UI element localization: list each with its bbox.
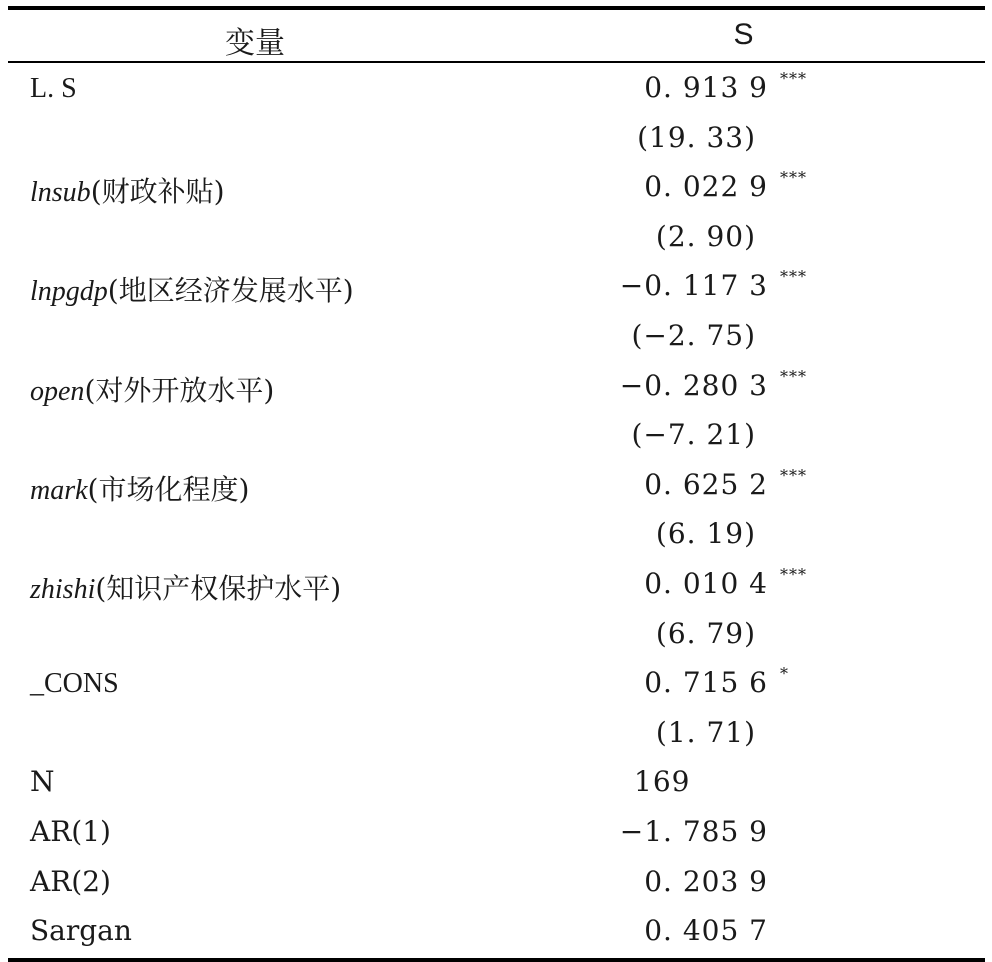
significance-stars: * (780, 664, 789, 684)
stat-row-sargan (8, 906, 985, 956)
table-row (8, 708, 985, 758)
significance-stars: *** (780, 168, 807, 188)
significance-stars: *** (780, 564, 807, 584)
significance-stars: *** (780, 69, 807, 88)
stat-label: Sargan (30, 914, 132, 948)
table-row (8, 63, 985, 113)
stat-label: AR(2) (30, 864, 111, 898)
stat-value: 169 (634, 765, 691, 799)
t-statistic: (6. 79) (655, 616, 756, 650)
table-row (8, 609, 985, 659)
table-row (8, 261, 985, 311)
t-statistic: (1. 71) (655, 715, 756, 749)
regression-table (8, 6, 985, 962)
coefficient: −0. 280 3 (619, 368, 768, 402)
stat-row-ar1 (8, 807, 985, 857)
significance-stars: *** (780, 267, 807, 287)
stat-label: AR(1) (30, 814, 111, 848)
table-row (8, 658, 985, 708)
variable-label: L. S (30, 73, 77, 104)
stat-value: 0. 405 7 (644, 914, 768, 948)
coefficient: −0. 117 3 (619, 269, 768, 303)
table-row (8, 361, 985, 411)
stat-row-n (8, 757, 985, 807)
table-row (8, 311, 985, 361)
table-row (8, 162, 985, 212)
stat-label: N (30, 765, 55, 799)
table-row (8, 212, 985, 262)
t-statistic: (−7. 21) (631, 418, 756, 452)
table-row (8, 559, 985, 609)
variable-label: mark(市场化程度) (30, 472, 250, 506)
significance-stars: *** (780, 465, 807, 485)
table-header (8, 10, 985, 61)
coefficient: 0. 625 2 (644, 467, 768, 501)
table-row (8, 113, 985, 163)
coefficient: 0. 913 9 (644, 71, 768, 104)
header-variable: 变量 (225, 26, 285, 61)
coefficient: 0. 022 9 (644, 170, 768, 204)
t-statistic: (19. 33) (637, 120, 756, 154)
header-model: S (733, 18, 754, 51)
variable-label: _CONS (30, 668, 119, 700)
t-statistic: (2. 90) (655, 219, 756, 253)
variable-label: open(对外开放水平) (30, 373, 275, 407)
stat-value: 0. 203 9 (644, 864, 768, 898)
stat-value: −1. 785 9 (619, 814, 768, 848)
coefficient: 0. 010 4 (644, 566, 768, 600)
t-statistic: (6. 19) (655, 517, 756, 551)
variable-label: zhishi(知识产权保护水平) (30, 571, 342, 605)
table-row (8, 460, 985, 510)
variable-label: lnpgdp(地区经济发展水平) (30, 274, 354, 308)
stat-row-ar2 (8, 857, 985, 907)
table-row (8, 509, 985, 559)
significance-stars: *** (780, 366, 807, 386)
t-statistic: (−2. 75) (631, 318, 756, 352)
table-row (8, 410, 985, 460)
coefficient: 0. 715 6 (644, 666, 768, 700)
variable-label: lnsub(财政补贴) (30, 175, 225, 209)
